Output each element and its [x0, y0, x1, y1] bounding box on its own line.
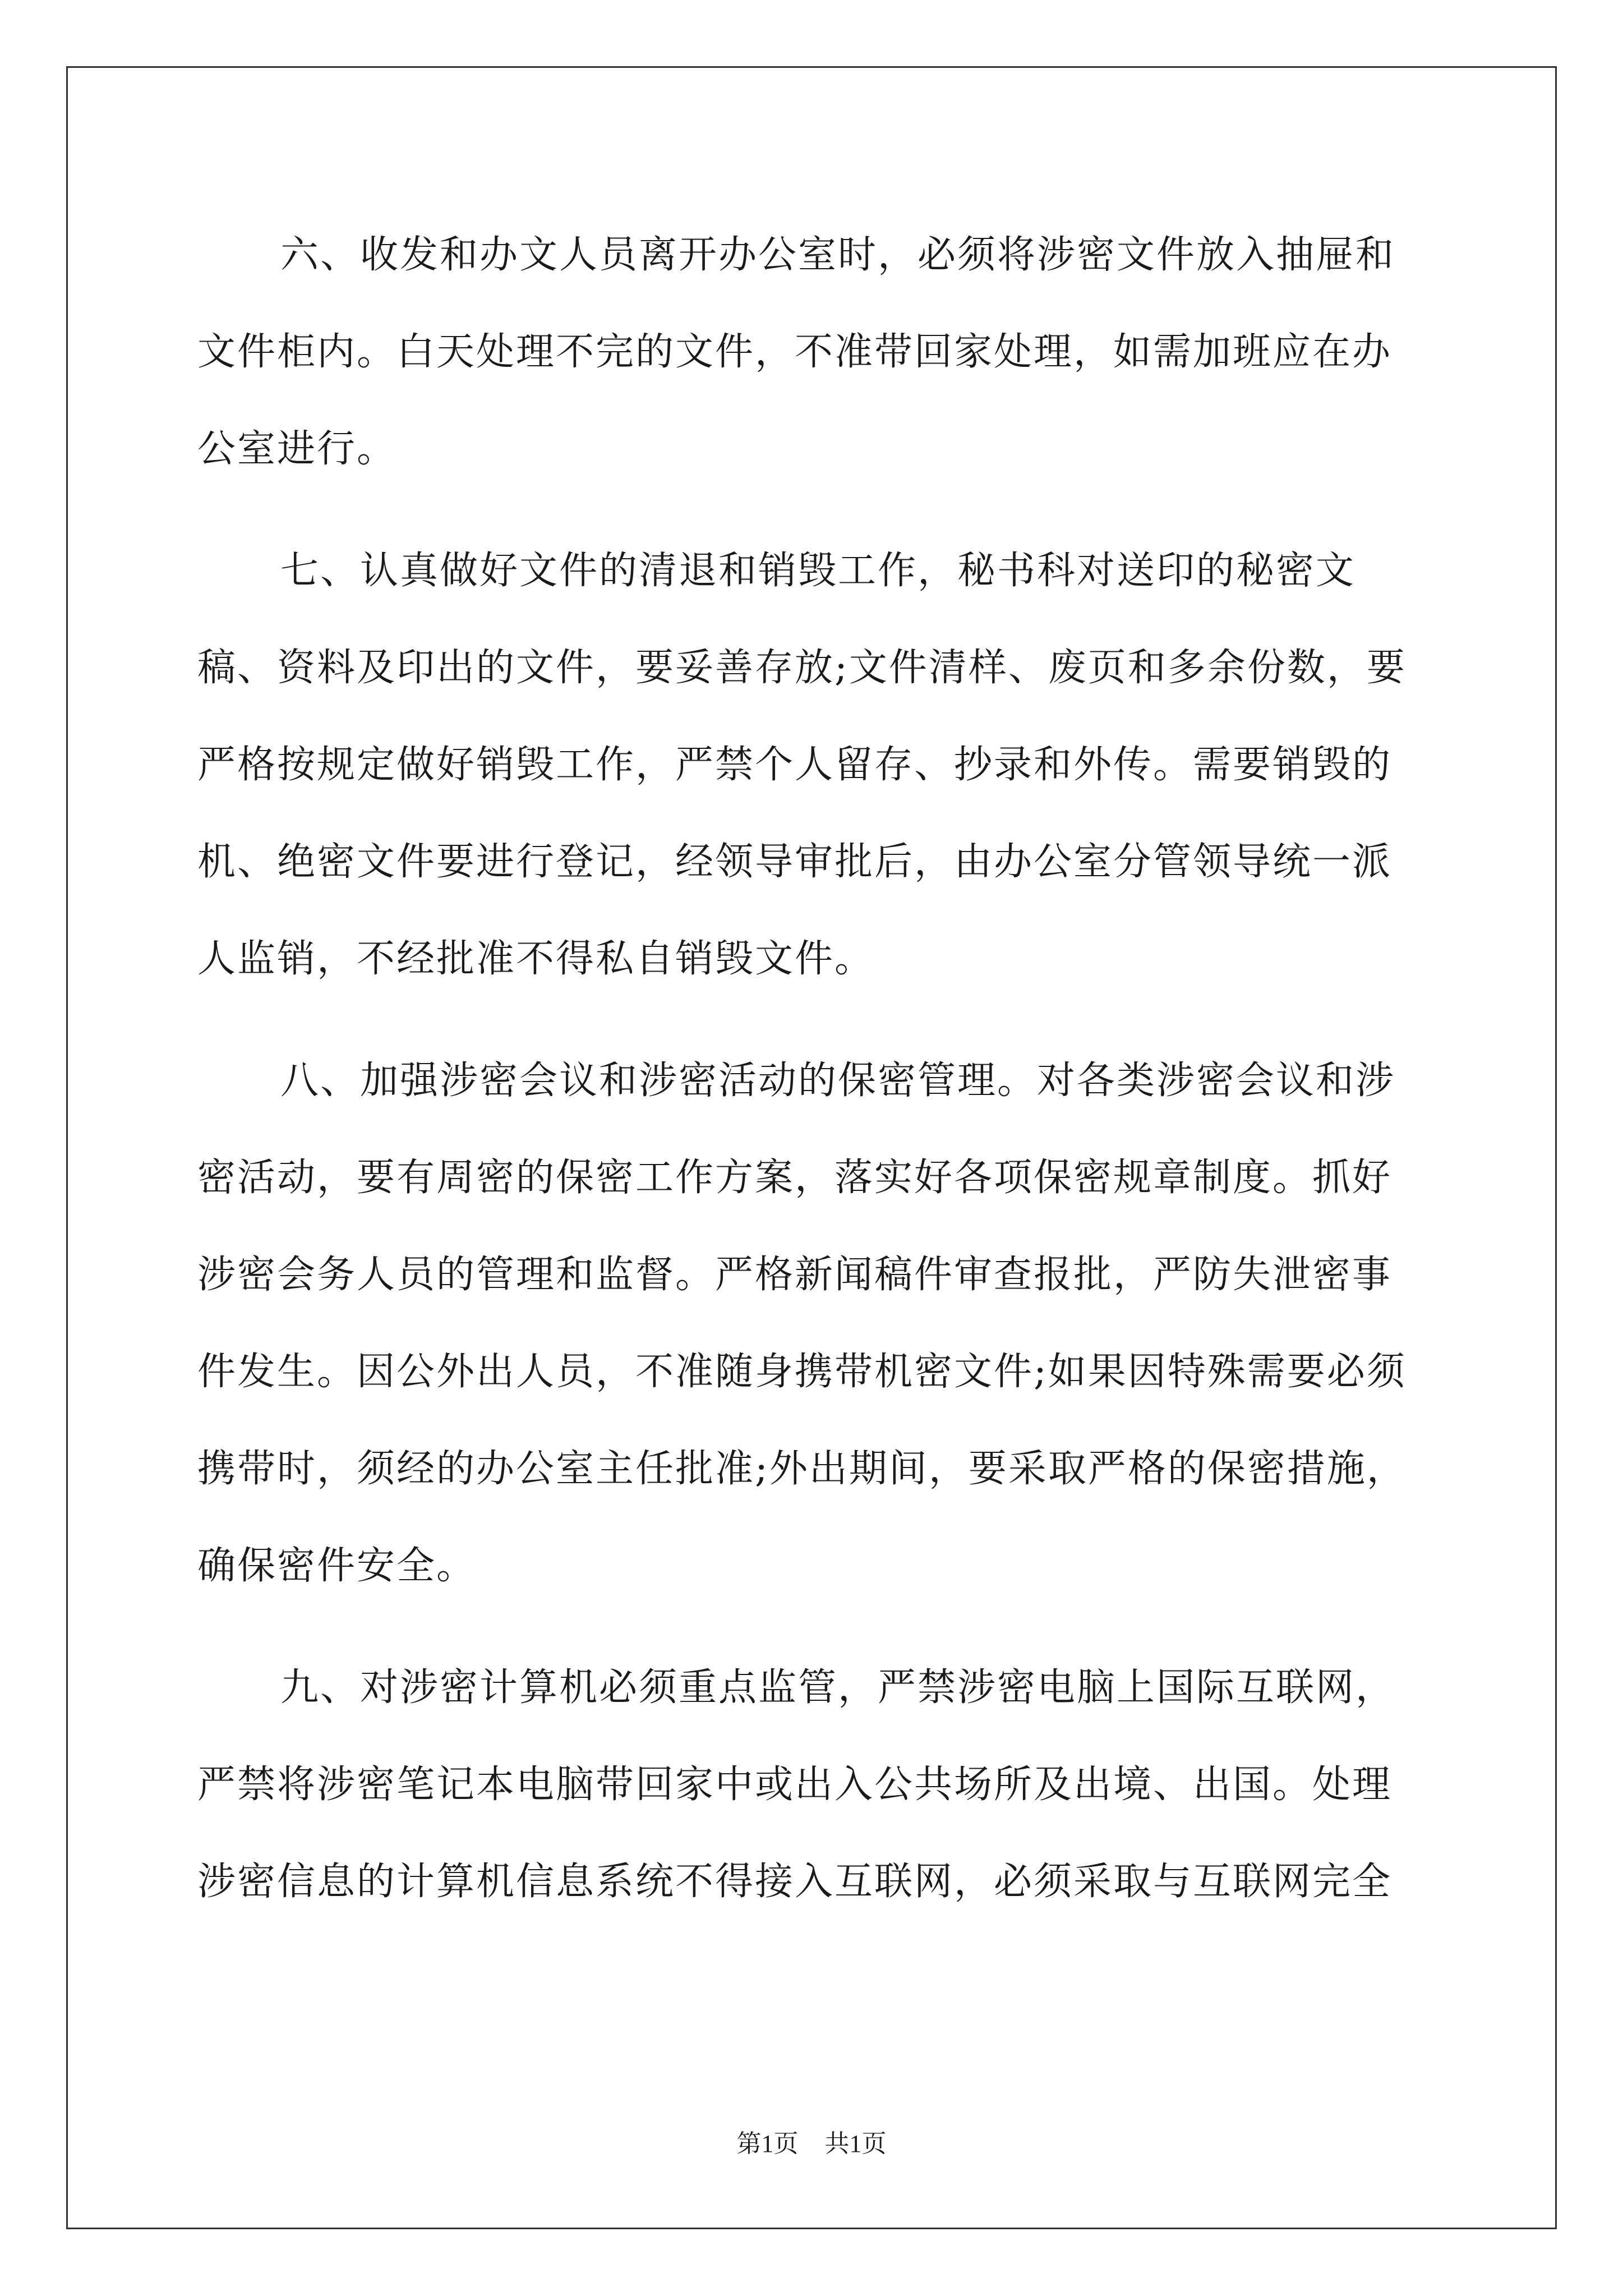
page-footer [0, 2123, 1623, 2159]
paragraph-7: 七、认真做好文件的清退和销毁工作，秘书科对送印的秘密文稿、资料及印出的文件，要妥善存放;文件清样、废页和多余份数，要严格按规定做好销毁工作，严禁个人留存、抄录和外传。需要销毁的机、绝密文件要进行登记，经领导审批后，由办公室分管领导统一派人监销，不经批准不得私自销毁文件。 [197, 549, 1407, 981]
total-pages: 共1页 [824, 2130, 887, 2157]
paragraph-9: 九、对涉密计算机必须重点监管，严禁涉密电脑上国际互联网，严禁将涉密笔记本电脑带回家中或出入公共场所及出境、出国。处理涉密信息的计算机信息系统不得接入互联网，必须采取与互联网完全 [197, 1665, 1396, 1904]
paragraph-8: 八、加强涉密会议和涉密活动的保密管理。对各类涉密会议和涉密活动，要有周密的保密工作方案，落实好各项保密规章制度。抓好涉密会务人员的管理和监督。严格新闻稿件审查报批，严防失泄密事件发生。因公外出人员，不准随身携带机密文件;如果因特殊需要必须携带时，须经的办公室主任批准;外出期间，要采取严格的保密措施，确保密件安全。 [197, 1059, 1407, 1588]
page-number: 第1页 [736, 2130, 799, 2157]
paragraph-6: 六、收发和办文人员离开办公室时，必须将涉密文件放入抽屉和文件柜内。白天处理不完的文件，不准带回家处理，如需加班应在办公室进行。 [197, 233, 1396, 471]
document-body [197, 206, 1431, 1955]
